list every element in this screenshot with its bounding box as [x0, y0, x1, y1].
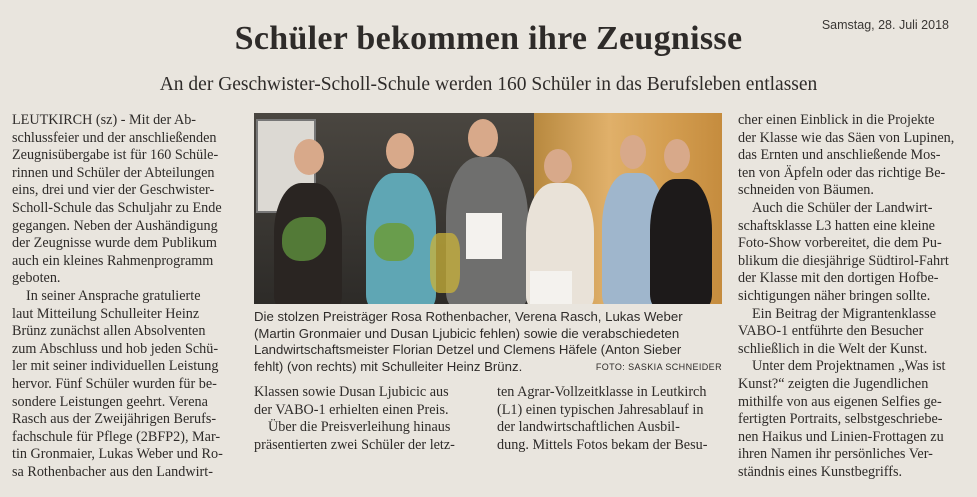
- text-line: Foto-Show vorbereitet, die dem Pu-: [738, 235, 942, 252]
- text-line: eins, drei und vier der Geschwister-: [12, 182, 215, 199]
- text-line: geboten.: [12, 270, 61, 287]
- text-line: der Klasse mit den dortigen Hofbe-: [738, 270, 939, 287]
- text-line: präsentierten zwei Schüler der letz-: [254, 436, 455, 453]
- caption-line: fehlt) (von rechts) mit Schulleiter Heinz Brünz. FOTO: SASKIA SCHNEIDER: [254, 358, 722, 374]
- text-line: schließlich in die Welt der Kunst.: [738, 340, 928, 357]
- text-line: schaftsklasse L3 hatten eine kleine: [738, 217, 935, 234]
- text-line: laut Mitteilung Schulleiter Heinz: [12, 305, 200, 322]
- photo-credit: FOTO: SASKIA SCHNEIDER: [595, 361, 722, 372]
- article-photo: [254, 113, 722, 304]
- text-line: ten Agrar-Vollzeitklasse in Leutkirch: [497, 384, 707, 400]
- caption-line: Die stolzen Preisträger Rosa Rothenbacher, Verena Rasch, Lukas Weber: [254, 309, 683, 324]
- text-line: schlussfeier und der anschließenden: [12, 129, 217, 146]
- text-line: Brünz zunächst allen Absolventen: [12, 323, 206, 340]
- text-line: Ein Beitrag der Migrantenklasse: [752, 305, 936, 322]
- text-line: schneiden von Bäumen.: [738, 182, 874, 199]
- text-line: In seiner Ansprache gratulierte: [26, 287, 201, 304]
- text-line: der VABO-1 erhielten einen Preis.: [254, 401, 449, 418]
- text-line: cher einen Einblick in die Projekte: [738, 112, 935, 128]
- text-line: das Ernten und anschließende Mos-: [738, 147, 941, 164]
- text-line: hervor. Fünf Schüler wurden für be-: [12, 375, 217, 392]
- text-line: Kunst?“ zeigten die Jugendlichen: [738, 375, 929, 392]
- text-line: Rasch aus der Zweijährigen Berufs-: [12, 411, 217, 428]
- text-line: ihren Namen ihr persönliches Ver-: [738, 446, 933, 463]
- text-line: der Klasse wie das Säen von Lupinen,: [738, 129, 955, 146]
- text-line: rinnen und Schüler der Abteilungen: [12, 164, 215, 181]
- article-column-2: [254, 384, 484, 454]
- text-line: Klassen sowie Dusan Ljubicic aus: [254, 384, 449, 400]
- text-line: ständnis eines Kunstbegriffs.: [738, 463, 903, 480]
- text-line: ten von Äpfeln oder das richtige Be-: [738, 164, 946, 181]
- text-line: Auch die Schüler der Landwirt-: [752, 199, 933, 216]
- article-column-1: [12, 112, 242, 481]
- text-line: (L1) einen typischen Jahresablauf in: [497, 401, 704, 418]
- text-line: zum Abschluss und hob jeden Schü-: [12, 340, 219, 357]
- text-line: fachschule für Pflege (2BFP2), Mar-: [12, 428, 221, 445]
- photo-caption: [254, 309, 724, 375]
- text-line: gegangen. Neben der Aushändigung: [12, 217, 218, 234]
- headline: Schüler bekommen ihre Zeugnisse: [234, 20, 743, 57]
- text-line: ler mit seiner individuellen Leistung: [12, 358, 219, 375]
- text-line: VABO-1 entführte den Besucher: [738, 323, 924, 340]
- text-line: LEUTKIRCH (sz) - Mit der Ab-: [12, 112, 197, 128]
- text-line: tin Gronmaier, Lukas Weber und Ro-: [12, 446, 223, 463]
- text-line: fertigten Portraits, selbstgeschriebe-: [738, 411, 943, 428]
- text-line: Über die Preisverleihung hinaus: [268, 419, 451, 436]
- text-line: nen Haikus und Linien-Frottagen zu: [738, 428, 944, 445]
- subheadline: An der Geschwister-Scholl-Schule werden 160 Schüler in das Berufsleben entlassen: [159, 74, 818, 95]
- text-line: der Zeugnisse wurde dem Publikum: [12, 235, 217, 252]
- text-line: Unter dem Projektnamen „Was ist: [752, 358, 946, 375]
- text-line: mithilfe von aus eigenen Selfies ge-: [738, 393, 942, 410]
- text-line: Zeugnisübergabe ist für 160 Schüle-: [12, 147, 219, 164]
- text-line: sa Rothenbacher aus den Landwirt-: [12, 463, 213, 480]
- text-line: auch ein kleines Rahmenprogramm: [12, 252, 214, 269]
- text-line: der landwirtschaftlichen Ausbil-: [497, 419, 680, 436]
- text-line: sichtigungen näher bringen sollte.: [738, 287, 931, 304]
- caption-line: Landwirtschaftsmeister Florian Detzel und Clemens Häfele (Anton Sieber: [254, 342, 682, 357]
- article-column-3: [497, 384, 727, 454]
- text-line: sondere Leistungen geehrt. Verena: [12, 393, 208, 410]
- article-column-4: [738, 112, 966, 481]
- text-line: dung. Mittels Fotos bekam der Besu-: [497, 436, 708, 453]
- caption-line: (Martin Gronmaier und Dusan Ljubicic fehlen) sowie die verabschiedeten: [254, 325, 680, 341]
- publication-date: Samstag, 28. Juli 2018: [821, 18, 949, 32]
- text-line: Scholl-Schule das Schuljahr zu Ende: [12, 199, 222, 216]
- text-line: blikum die diesjährige Südtirol-Fahrt: [738, 252, 949, 269]
